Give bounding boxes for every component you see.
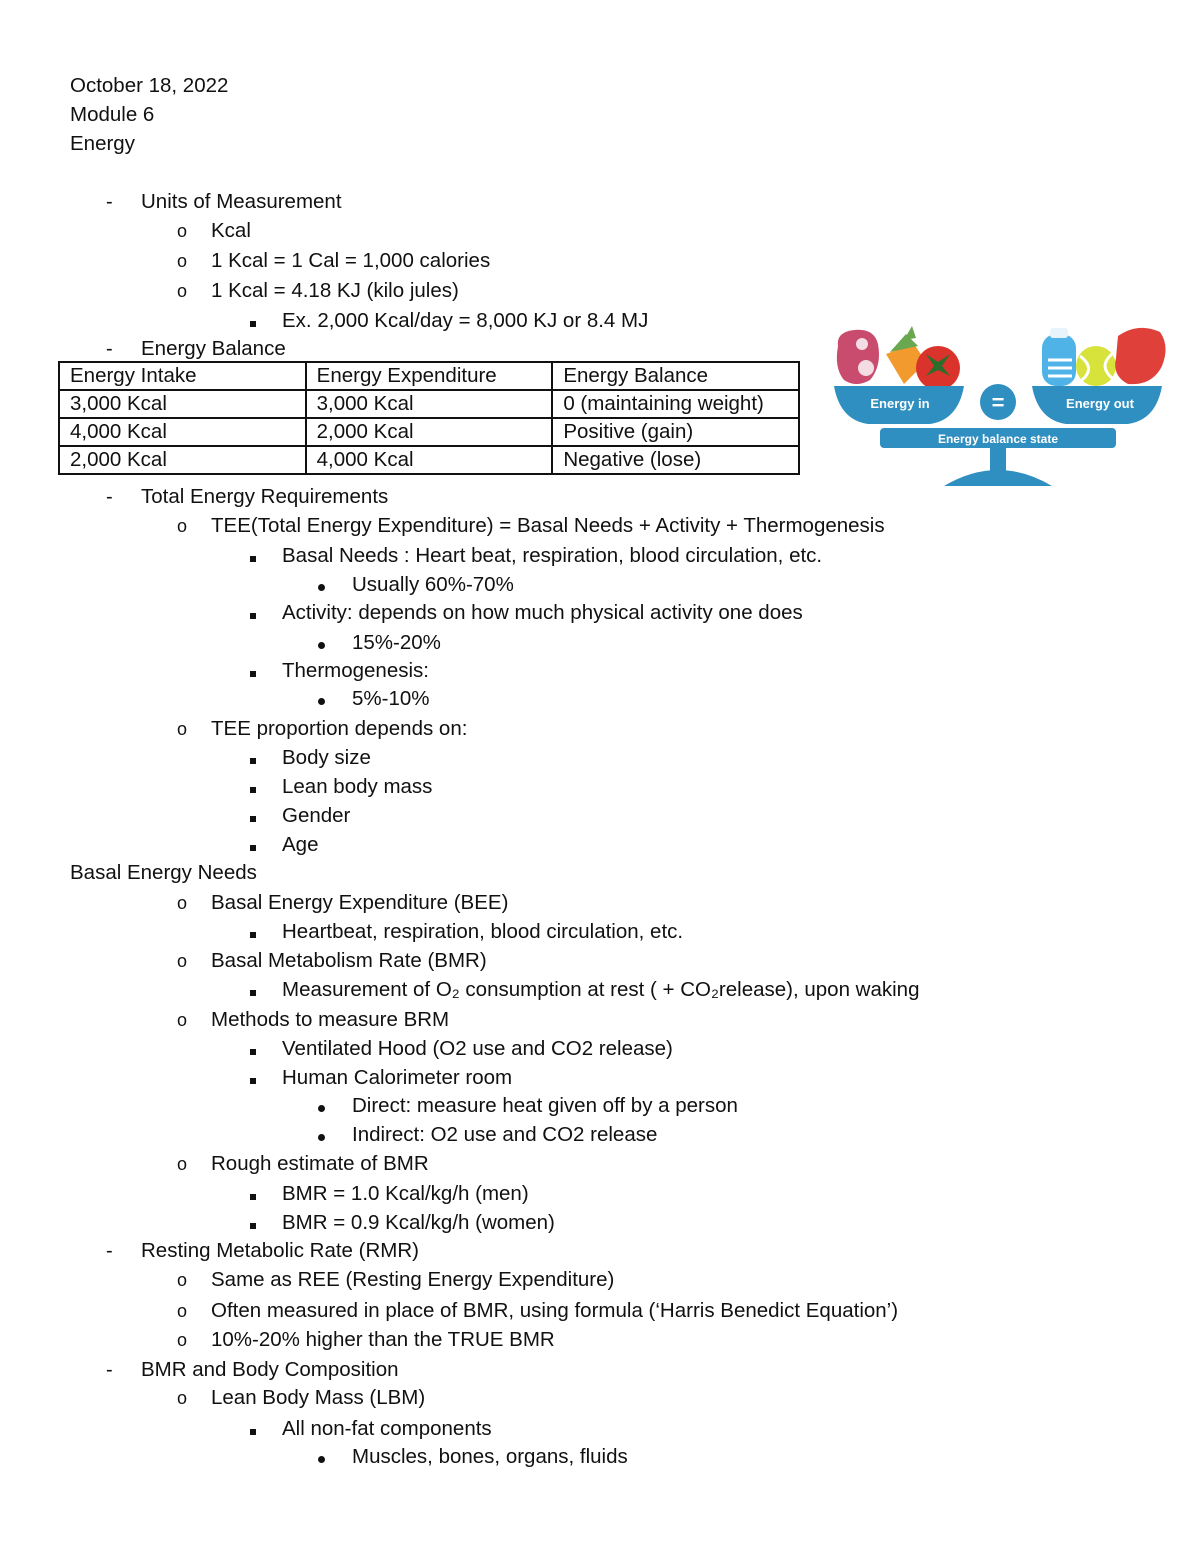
basal-direct: Direct: measure heat given off by a person xyxy=(352,1094,738,1117)
circle-bullet: o xyxy=(177,516,188,536)
circle-bullet: o xyxy=(177,719,188,739)
document-date: October 18, 2022 xyxy=(70,74,229,97)
rmr-heading: Resting Metabolic Rate (RMR) xyxy=(141,1239,419,1262)
composition-parts: Muscles, bones, organs, fluids xyxy=(352,1445,628,1468)
dash-bullet: - xyxy=(106,191,113,213)
circle-bullet: o xyxy=(177,1301,188,1321)
table-cell: 2,000 Kcal xyxy=(59,446,306,474)
table-header-row xyxy=(59,362,799,390)
circle-bullet: o xyxy=(177,281,188,301)
tee-thermogenesis: Thermogenesis: xyxy=(282,659,429,682)
square-bullet xyxy=(250,1417,256,1441)
table-header-cell: Energy Expenditure xyxy=(306,362,553,390)
tee-thermogenesis-percent: 5%-10% xyxy=(352,687,430,710)
table-row xyxy=(59,446,799,474)
table-cell: 4,000 Kcal xyxy=(59,418,306,446)
units-item: 1 Kcal = 4.18 KJ (kilo jules) xyxy=(211,279,459,302)
basal-bmr-detail: Measurement of O₂ consumption at rest ( + CO₂release), upon waking xyxy=(282,978,920,1001)
tee-factor: Lean body mass xyxy=(282,775,433,798)
table-header-cell: Energy Balance xyxy=(552,362,799,390)
energy-balance-heading: Energy Balance xyxy=(141,337,286,360)
circle-bullet: o xyxy=(177,1330,188,1350)
tee-formula: TEE(Total Energy Expenditure) = Basal Needs + Activity + Thermogenesis xyxy=(211,514,885,537)
circle-bullet: o xyxy=(177,893,188,913)
table-cell: 3,000 Kcal xyxy=(306,390,553,418)
square-bullet xyxy=(250,1037,256,1061)
composition-nonfat: All non-fat components xyxy=(282,1417,492,1440)
circle-bullet: o xyxy=(177,221,188,241)
basal-indirect: Indirect: O2 use and CO2 release xyxy=(352,1123,658,1146)
round-bullet xyxy=(318,631,325,655)
round-bullet xyxy=(318,1094,325,1118)
tee-activity: Activity: depends on how much physical activity one does xyxy=(282,601,803,624)
rmr-item: Often measured in place of BMR, using formula (‘Harris Benedict Equation’) xyxy=(211,1299,899,1322)
basal-women: BMR = 0.9 Kcal/kg/h (women) xyxy=(282,1211,555,1234)
tee-basal: Basal Needs : Heart beat, respiration, blood circulation, etc. xyxy=(282,544,823,567)
dash-bullet: - xyxy=(106,1359,113,1381)
composition-lbm: Lean Body Mass (LBM) xyxy=(211,1386,426,1409)
basal-hood: Ventilated Hood (O2 use and CO2 release) xyxy=(282,1037,673,1060)
round-bullet xyxy=(318,1445,325,1469)
tee-proportion: TEE proportion depends on: xyxy=(211,717,468,740)
equals-sign: = xyxy=(991,390,1005,415)
energy-balance-state-label: Energy balance state xyxy=(937,432,1059,446)
square-bullet xyxy=(250,920,256,944)
rmr-item: 10%-20% higher than the TRUE BMR xyxy=(211,1328,555,1351)
sports-icon xyxy=(1042,328,1166,386)
square-bullet xyxy=(250,804,256,828)
units-item: Kcal xyxy=(211,219,251,242)
square-bullet xyxy=(250,775,256,799)
square-bullet xyxy=(250,833,256,857)
table-header-cell: Energy Intake xyxy=(59,362,306,390)
basal-bee-detail: Heartbeat, respiration, blood circulation, etc. xyxy=(282,920,684,943)
basal-rough: Rough estimate of BMR xyxy=(211,1152,429,1175)
square-bullet xyxy=(250,544,256,568)
table-cell: Negative (lose) xyxy=(552,446,799,474)
round-bullet xyxy=(318,687,325,711)
basal-methods: Methods to measure BRM xyxy=(211,1008,450,1031)
topic-title: Energy xyxy=(70,132,135,155)
units-item: 1 Kcal = 1 Cal = 1,000 calories xyxy=(211,249,491,272)
square-bullet xyxy=(250,1182,256,1206)
energy-balance-scale-illustration xyxy=(826,322,1172,492)
table-row xyxy=(59,390,799,418)
square-bullet xyxy=(250,1211,256,1235)
energy-in-label: Energy in xyxy=(870,396,930,411)
circle-bullet: o xyxy=(177,1010,188,1030)
table-row xyxy=(59,418,799,446)
table-cell: 2,000 Kcal xyxy=(306,418,553,446)
tee-factor: Gender xyxy=(282,804,351,827)
square-bullet xyxy=(250,1066,256,1090)
dash-bullet: - xyxy=(106,338,113,360)
dash-bullet: - xyxy=(106,1240,113,1262)
table-cell: Positive (gain) xyxy=(552,418,799,446)
circle-bullet: o xyxy=(177,1270,188,1290)
module-label: Module 6 xyxy=(70,103,155,126)
square-bullet xyxy=(250,309,256,333)
round-bullet xyxy=(318,573,325,597)
rmr-item: Same as REE (Resting Energy Expenditure) xyxy=(211,1268,615,1291)
energy-out-label: Energy out xyxy=(1066,396,1134,411)
food-icon xyxy=(837,326,960,390)
basal-room: Human Calorimeter room xyxy=(282,1066,513,1089)
table-cell: 4,000 Kcal xyxy=(306,446,553,474)
basal-men: BMR = 1.0 Kcal/kg/h (men) xyxy=(282,1182,529,1205)
dash-bullet: - xyxy=(106,486,113,508)
square-bullet xyxy=(250,978,256,1002)
circle-bullet: o xyxy=(177,951,188,971)
table-cell: 0 (maintaining weight) xyxy=(552,390,799,418)
energy-balance-table xyxy=(58,361,800,475)
square-bullet xyxy=(250,601,256,625)
composition-heading: BMR and Body Composition xyxy=(141,1358,399,1381)
basal-heading: Basal Energy Needs xyxy=(70,861,257,884)
tee-factor: Age xyxy=(282,833,319,856)
table-cell: 3,000 Kcal xyxy=(59,390,306,418)
round-bullet xyxy=(318,1123,325,1147)
square-bullet xyxy=(250,746,256,770)
basal-bmr: Basal Metabolism Rate (BMR) xyxy=(211,949,487,972)
tee-factor: Body size xyxy=(282,746,371,769)
tee-heading: Total Energy Requirements xyxy=(141,485,389,508)
circle-bullet: o xyxy=(177,1154,188,1174)
square-bullet xyxy=(250,659,256,683)
circle-bullet: o xyxy=(177,251,188,271)
basal-bee: Basal Energy Expenditure (BEE) xyxy=(211,891,509,914)
tee-basal-percent: Usually 60%-70% xyxy=(352,573,514,596)
units-example: Ex. 2,000 Kcal/day = 8,000 KJ or 8.4 MJ xyxy=(282,309,649,332)
circle-bullet: o xyxy=(177,1388,188,1408)
tee-activity-percent: 15%-20% xyxy=(352,631,441,654)
units-heading: Units of Measurement xyxy=(141,190,342,213)
